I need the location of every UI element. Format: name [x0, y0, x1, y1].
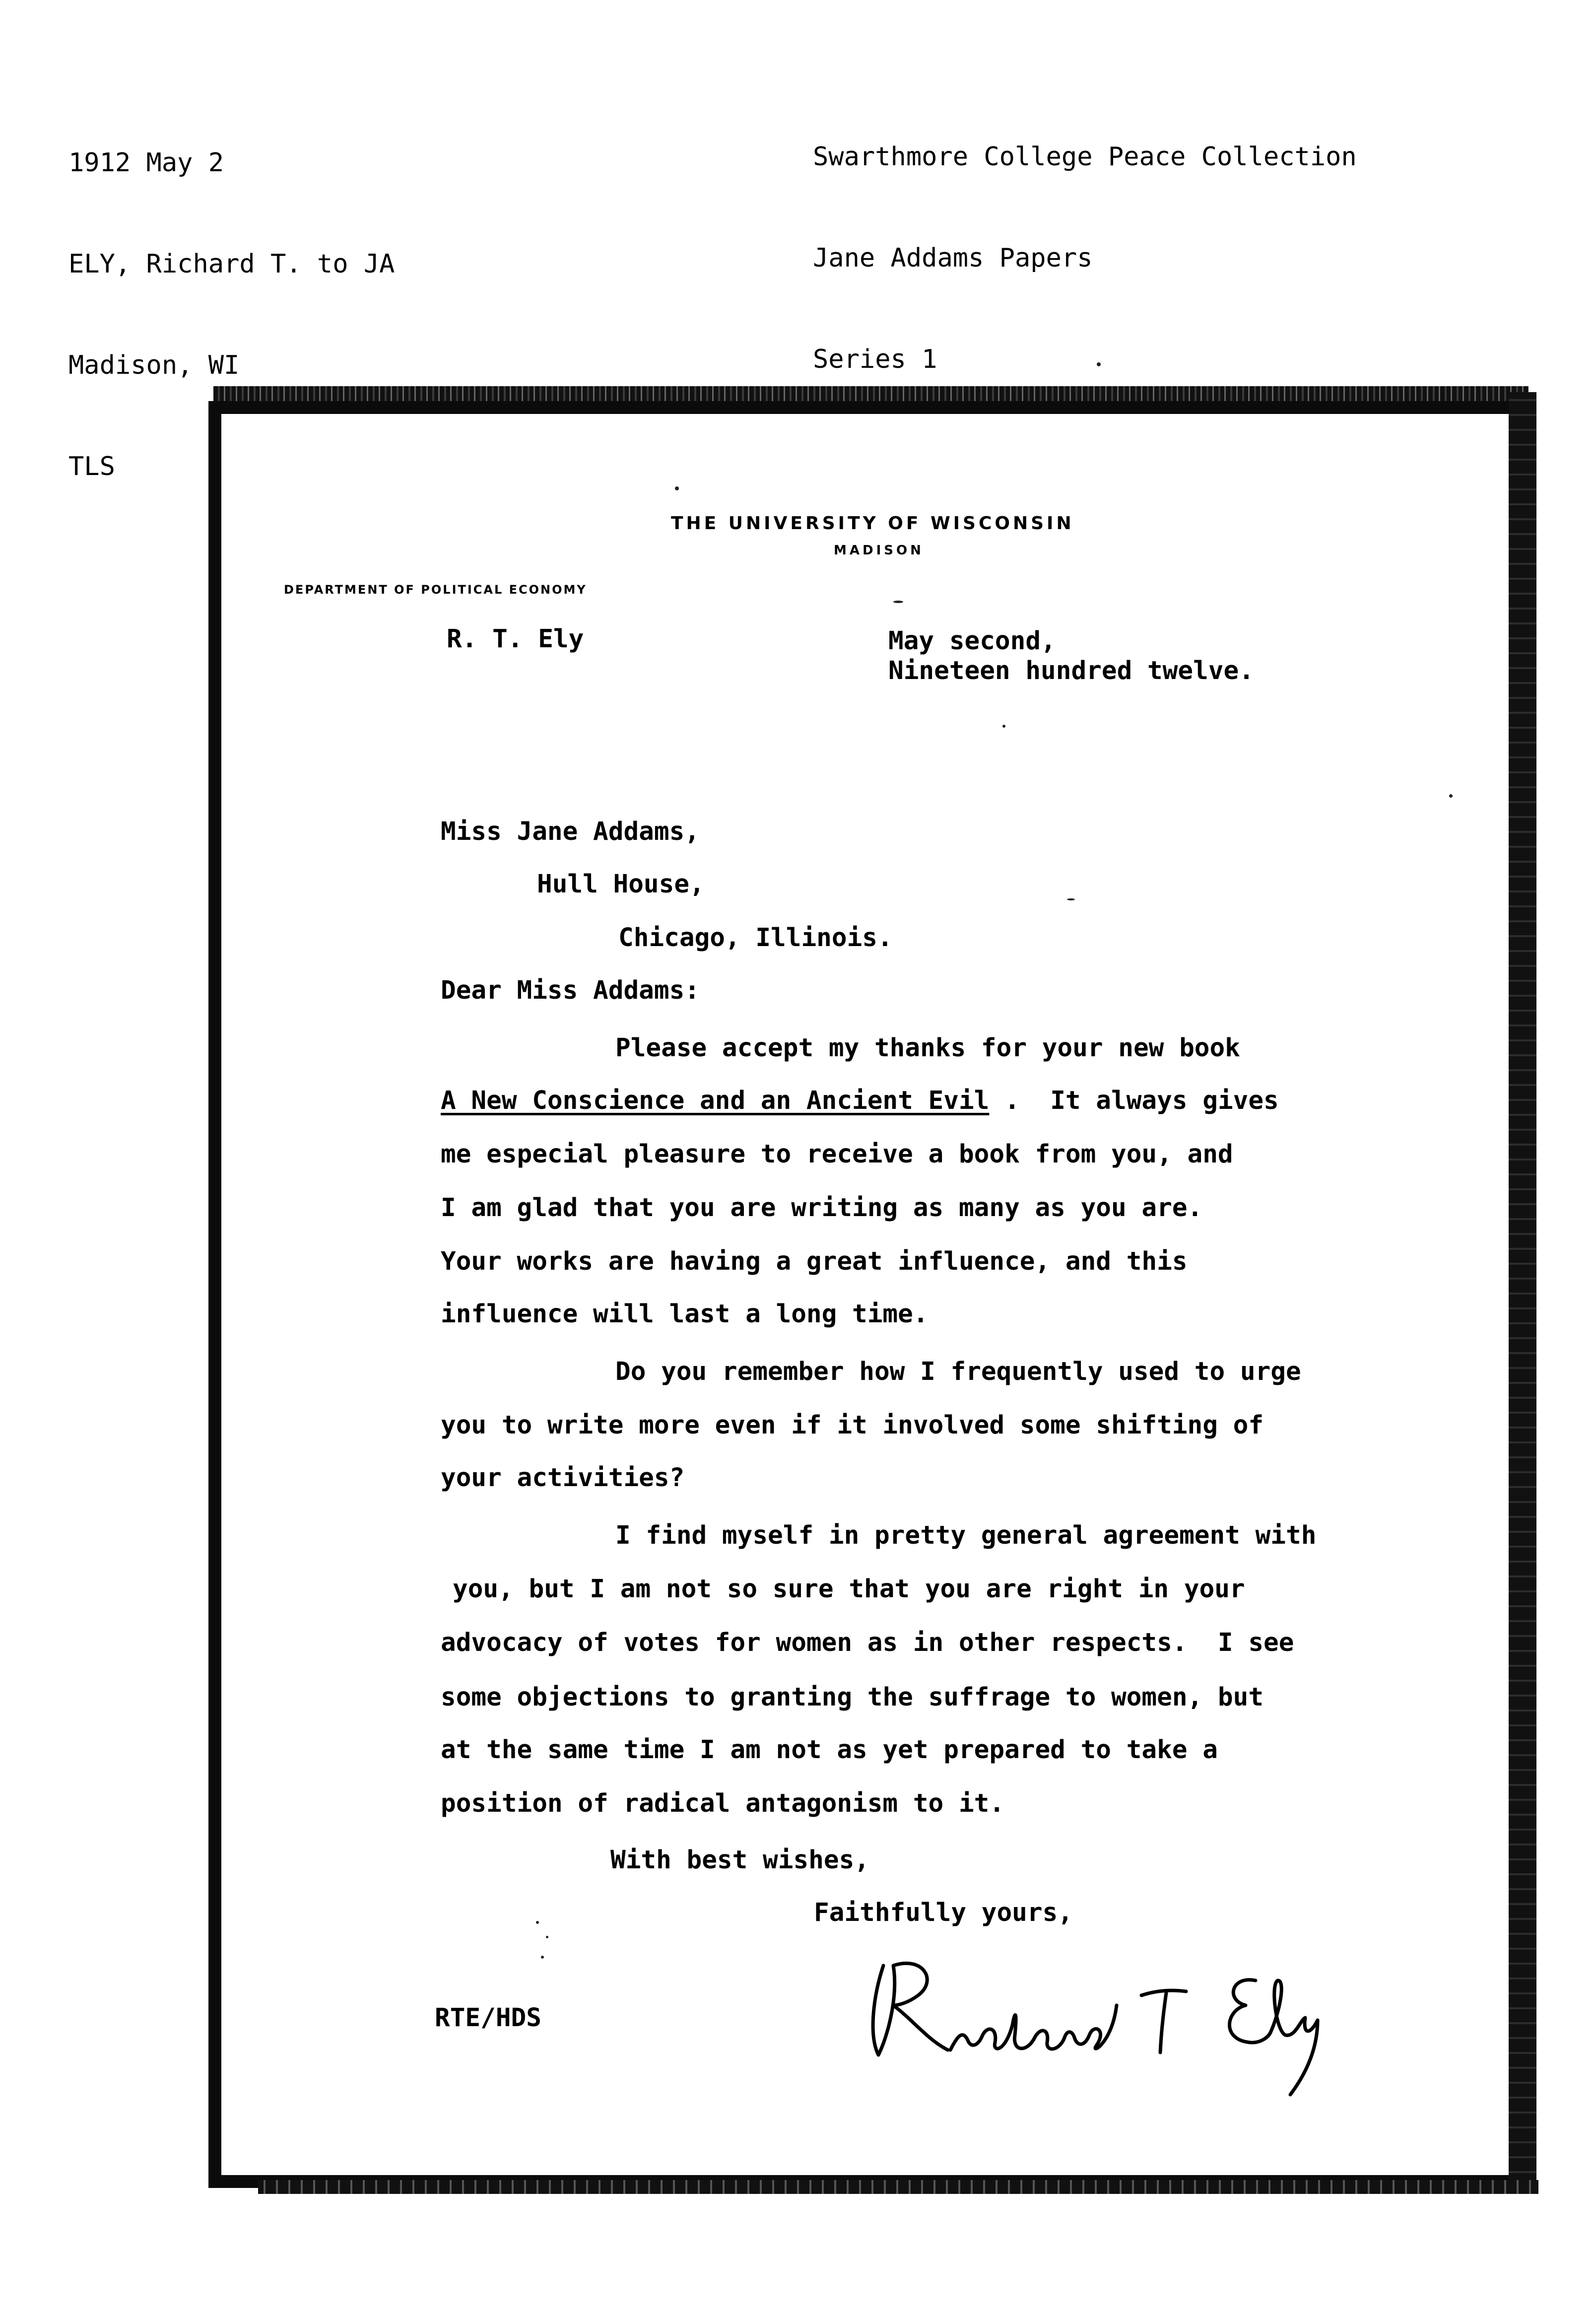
typist-initials: RTE/HDS — [435, 2003, 541, 2033]
body-line: you, but I am not so sure that you are right in your — [453, 1574, 1245, 1604]
recipient-city: Chicago, Illinois. — [618, 923, 893, 953]
body-line: position of radical antagonism to it. — [441, 1789, 1005, 1818]
scan-speck — [1002, 725, 1005, 728]
scan-speck — [536, 1921, 539, 1924]
signature — [864, 1936, 1330, 2105]
catalog-info-right — [813, 72, 1357, 410]
body-line: I find myself in pretty general agreement with — [615, 1521, 1317, 1550]
body-line: your activities? — [441, 1463, 685, 1493]
letterhead-department: DEPARTMENT OF POLITICAL ECONOMY — [284, 583, 587, 597]
scan-speck — [546, 1936, 548, 1938]
body-line: Your works are having a great influence, and this — [441, 1247, 1188, 1276]
body-text-span: . It always gives — [989, 1086, 1279, 1115]
scan-edge-right — [1509, 392, 1536, 2189]
letterhead-university: THE UNIVERSITY OF WISCONSIN — [671, 513, 1074, 534]
series-name: Series 1 — [813, 344, 937, 374]
recipient-name: Miss Jane Addams, — [441, 817, 700, 846]
body-line: Do you remember how I frequently used to urge — [615, 1357, 1301, 1386]
catalog-type: TLS — [68, 452, 115, 481]
recipient-address: Hull House, — [537, 870, 705, 899]
body-line — [441, 1086, 1279, 1115]
catalog-date: 1912 May 2 — [68, 148, 224, 178]
body-line: Please accept my thanks for your new book — [615, 1033, 1240, 1063]
salutation: Dear Miss Addams: — [441, 976, 700, 1005]
letterhead-city: MADISON — [834, 543, 924, 558]
catalog-correspondents: ELY, Richard T. to JA — [68, 249, 395, 279]
papers-name: Jane Addams Papers — [813, 243, 1093, 273]
letterhead-name: R. T. Ely — [447, 624, 584, 654]
scan-speck — [1449, 794, 1453, 798]
catalog-place: Madison, WI — [68, 350, 240, 380]
closing-signoff: Faithfully yours, — [814, 1898, 1073, 1927]
scan-speck — [541, 1956, 544, 1959]
scan-speck — [675, 486, 679, 490]
body-line: me especial pleasure to receive a book from you, and — [441, 1140, 1233, 1169]
scan-speck — [1067, 898, 1075, 900]
collection-name: Swarthmore College Peace Collection — [813, 142, 1357, 172]
scan-speck — [893, 601, 903, 603]
body-line: at the same time I am not as yet prepared to take a — [441, 1735, 1218, 1765]
book-title: A New Conscience and an Ancient Evil — [441, 1086, 990, 1115]
scan-speck — [1097, 362, 1101, 366]
date-line-2: Nineteen hundred twelve. — [888, 656, 1254, 685]
body-line: I am glad that you are writing as many as you are. — [441, 1193, 1203, 1223]
body-line: advocacy of votes for women as in other respects. I see — [441, 1628, 1294, 1657]
body-line: you to write more even if it involved some shifting of — [441, 1411, 1264, 1440]
scan-edge-bottom — [258, 2180, 1538, 2194]
body-line: some objections to granting the suffrage to women, but — [441, 1683, 1264, 1712]
date-line-1: May second, — [888, 626, 1056, 656]
closing-wishes: With best wishes, — [610, 1845, 869, 1875]
body-line: influence will last a long time. — [441, 1299, 929, 1329]
